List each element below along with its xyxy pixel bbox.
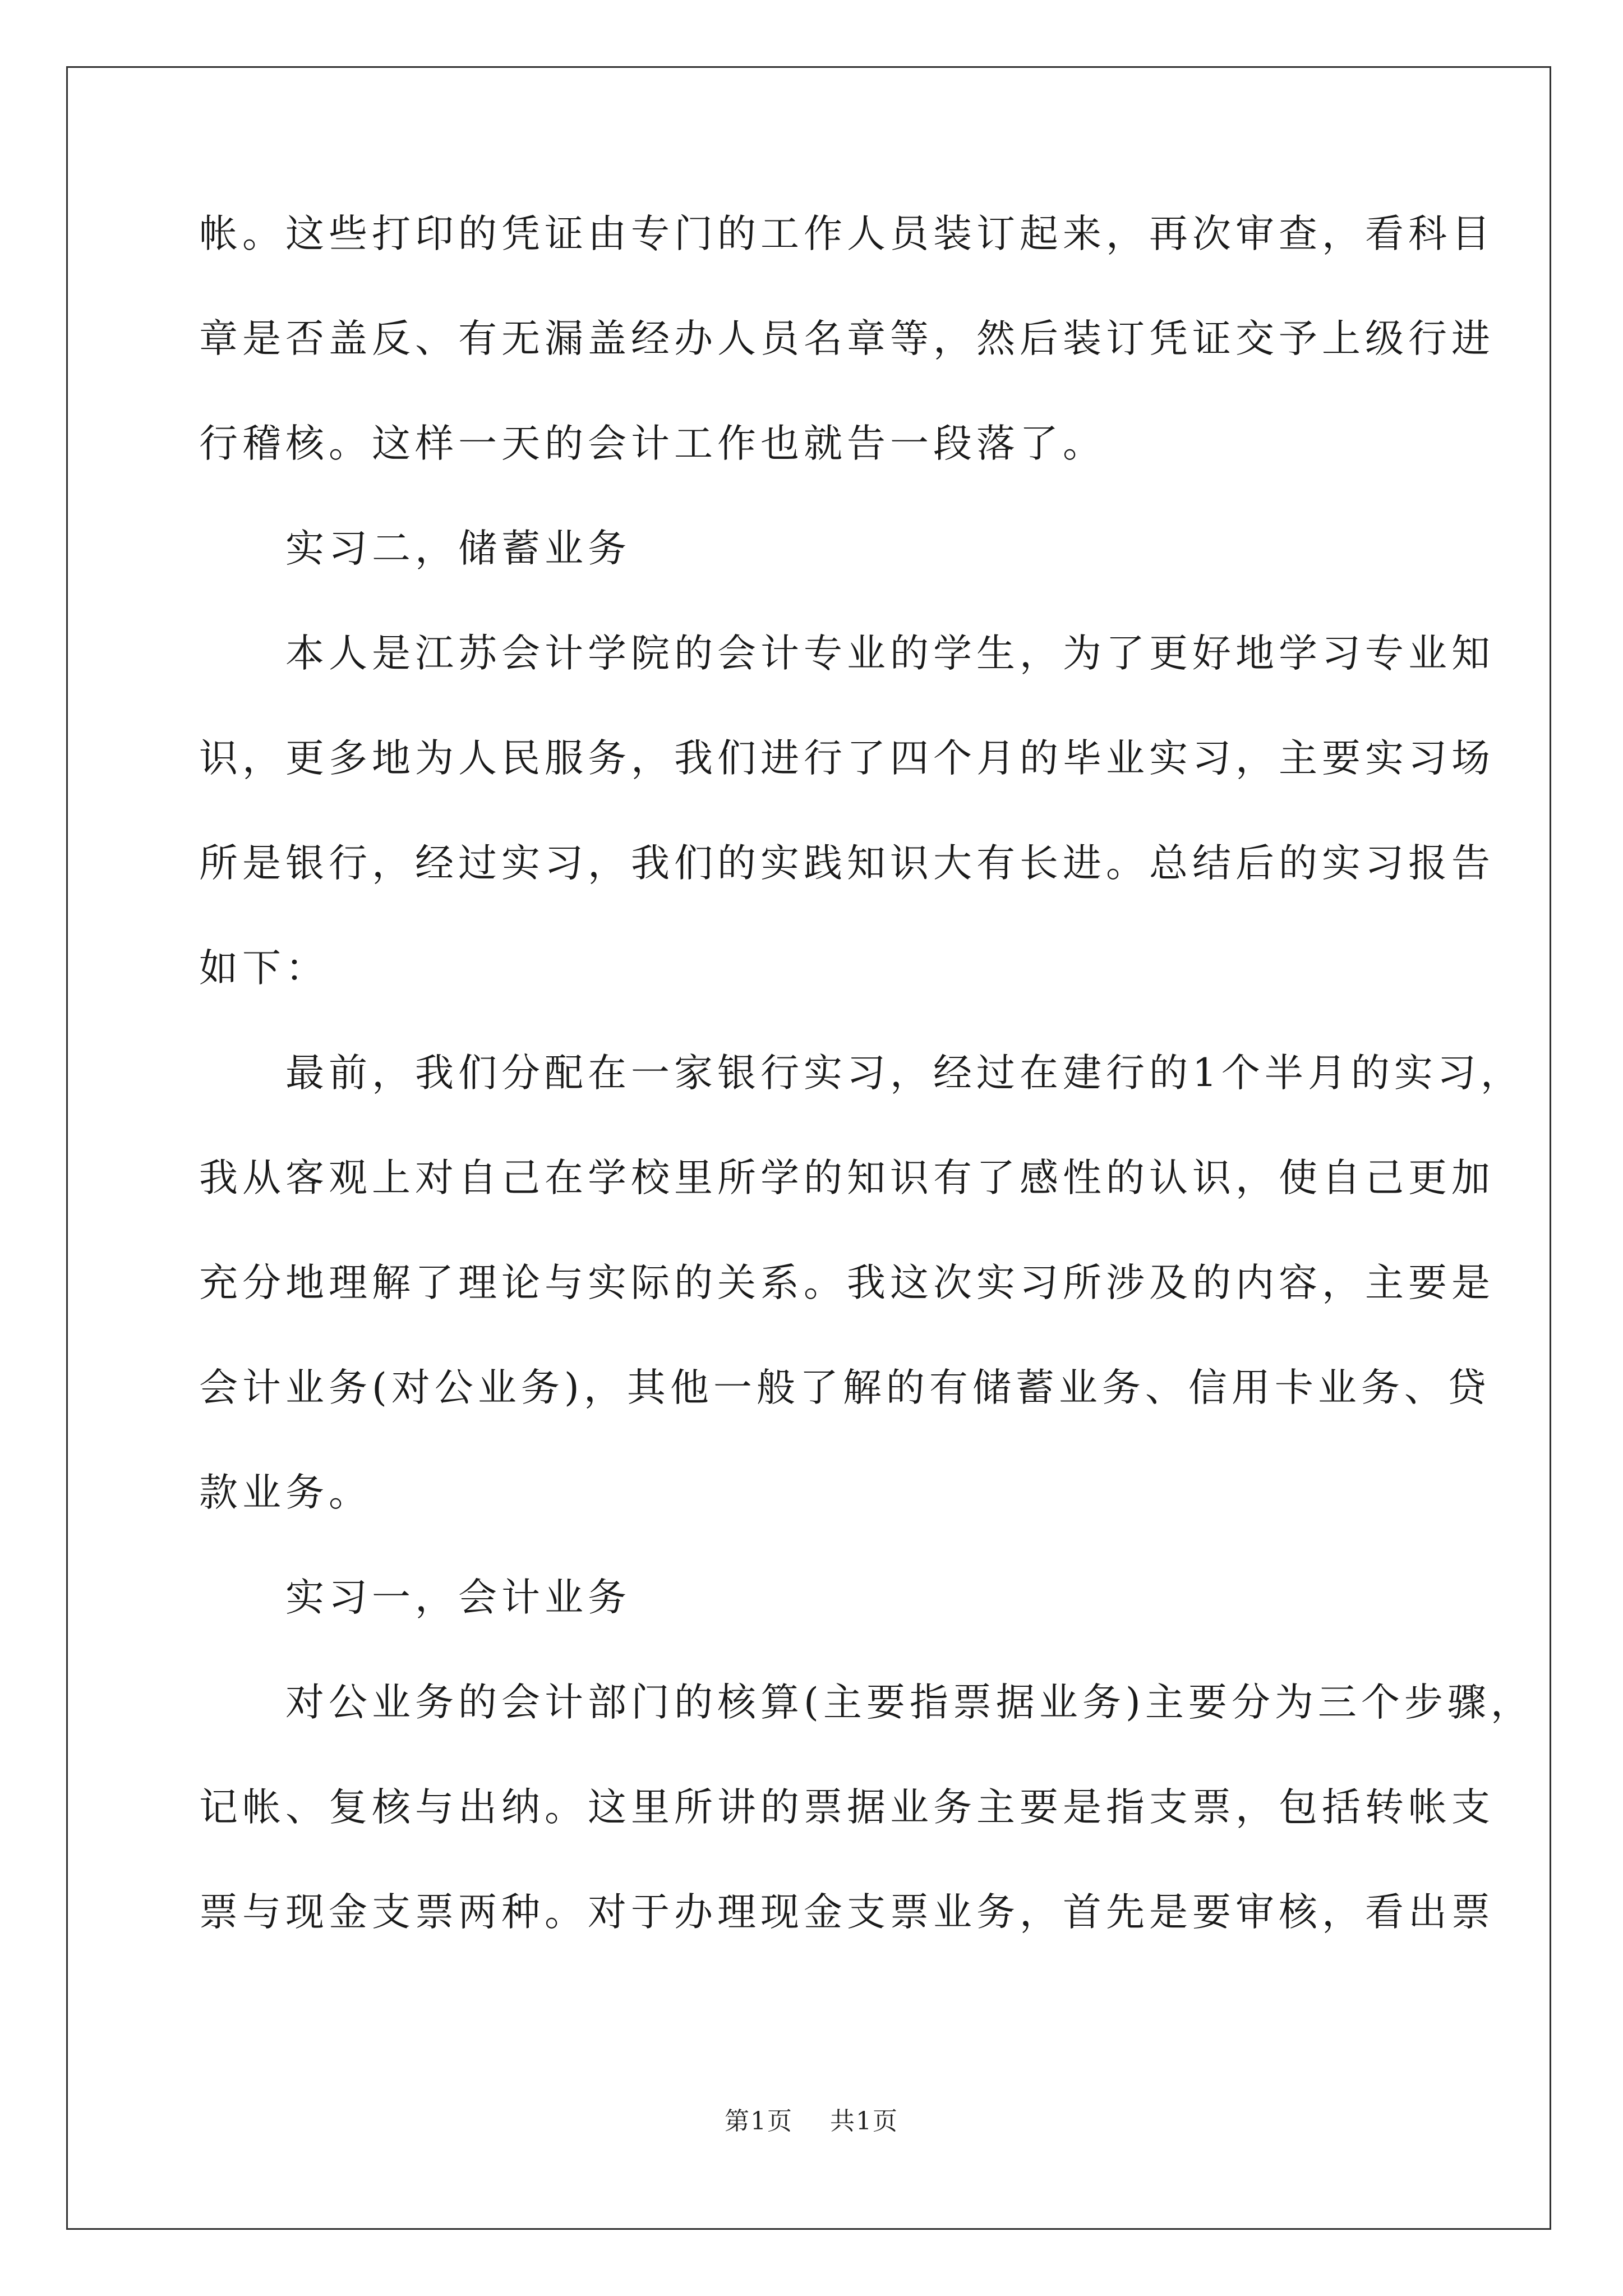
text-line: 记帐、复核与出纳。这里所讲的票据业务主要是指支票，包括转帐支 bbox=[199, 1785, 1495, 1830]
page-total: 共1页 bbox=[830, 2107, 898, 2136]
page-footer bbox=[0, 2101, 1623, 2137]
text-line: 本人是江苏会计学院的会计专业的学生，为了更好地学习专业知 bbox=[199, 631, 1495, 676]
document-body bbox=[199, 211, 1534, 1998]
text-line: 帐。这些打印的凭证由专门的工作人员装订起来，再次审查，看科目 bbox=[199, 211, 1495, 256]
section-heading: 实习二，储蓄业务 bbox=[199, 526, 631, 571]
text-line: 识，更多地为人民服务，我们进行了四个月的毕业实习，主要实习场 bbox=[199, 736, 1495, 781]
text-line: 所是银行，经过实习，我们的实践知识大有长进。总结后的实习报告 bbox=[199, 841, 1495, 886]
text-line: 票与现金支票两种。对于办理现金支票业务，首先是要审核，看出票 bbox=[199, 1890, 1495, 1935]
text-line: 我从客观上对自己在学校里所学的知识有了感性的认识，使自己更加 bbox=[199, 1156, 1495, 1200]
text-line: 款业务。 bbox=[199, 1470, 372, 1515]
section-heading: 实习一，会计业务 bbox=[199, 1575, 631, 1620]
text-line: 章是否盖反、有无漏盖经办人员名章等，然后装订凭证交予上级行进 bbox=[199, 316, 1495, 361]
text-line: 如下： bbox=[199, 946, 329, 991]
text-line: 对公业务的会计部门的核算(主要指票据业务)主要分为三个步骤， bbox=[199, 1680, 1534, 1725]
text-line: 最前，我们分配在一家银行实习，经过在建行的1个半月的实习， bbox=[199, 1051, 1524, 1096]
text-line: 会计业务(对公业务)，其他一般了解的有储蓄业务、信用卡业务、贷 bbox=[199, 1365, 1491, 1410]
text-line: 充分地理解了理论与实际的关系。我这次实习所涉及的内容，主要是 bbox=[199, 1260, 1495, 1305]
page-number: 第1页 bbox=[725, 2107, 793, 2136]
text-line: 行稽核。这样一天的会计工作也就告一段落了。 bbox=[199, 421, 1106, 466]
